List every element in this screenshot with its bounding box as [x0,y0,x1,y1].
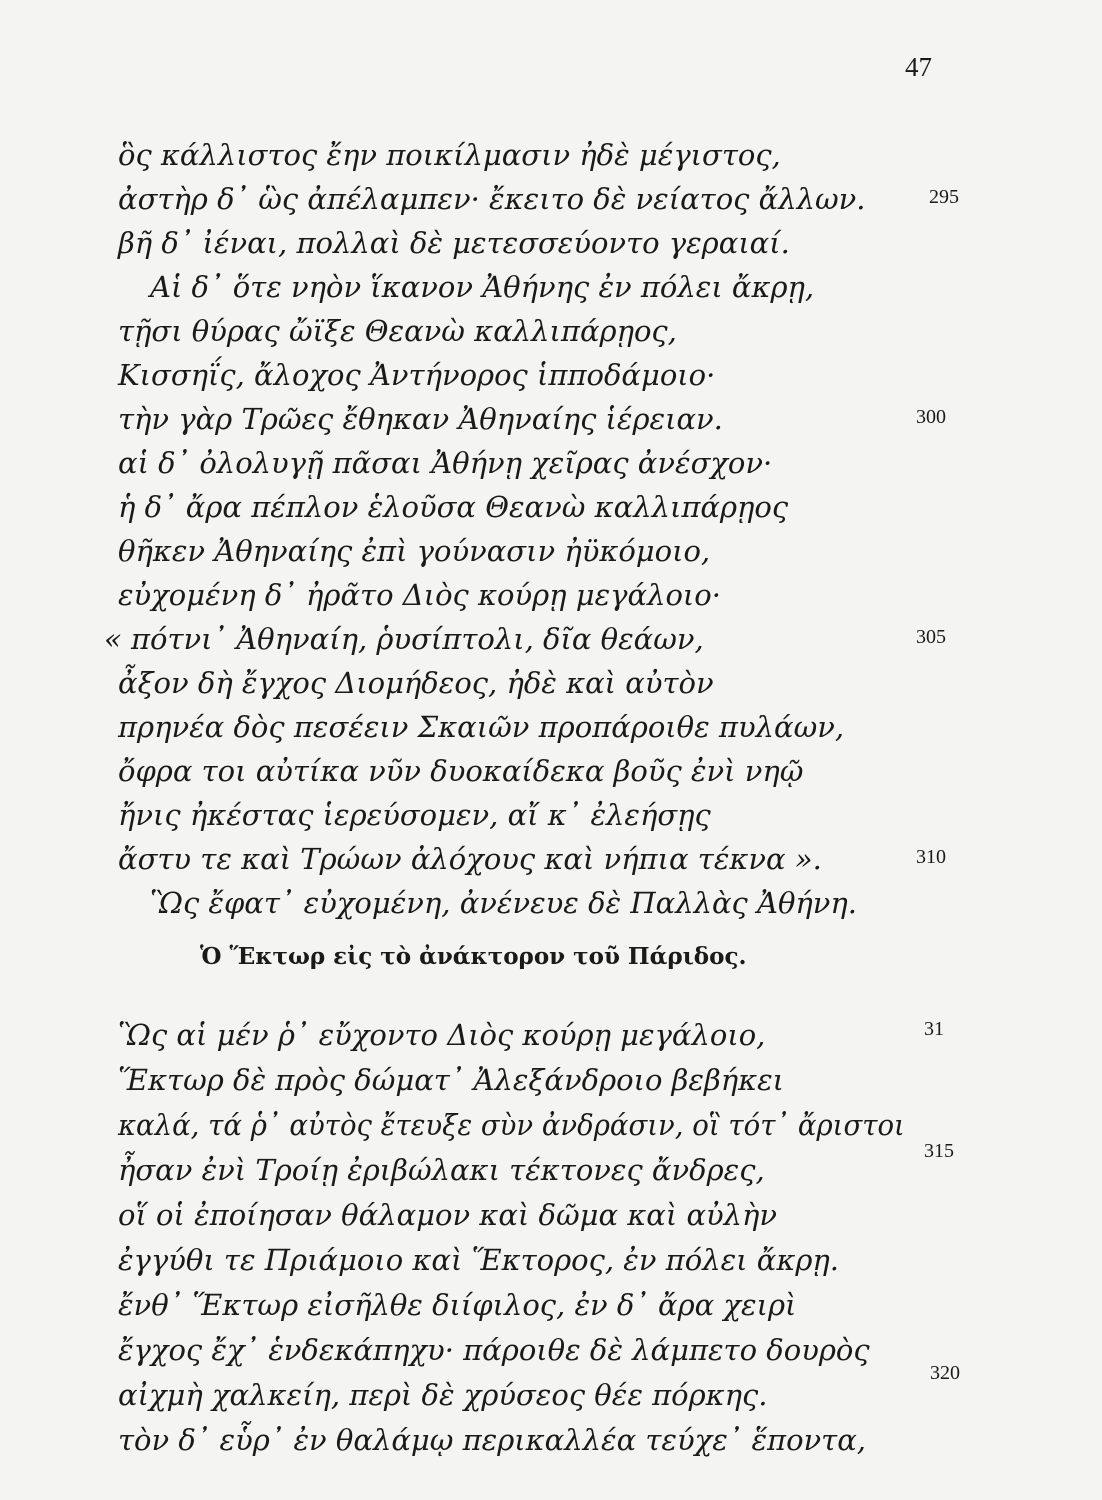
verse-line: ἔγχος ἔχ᾽ ἑνδεκάπηχυ· πάροιθε δὲ λάμπετο δουρὸς [118,1333,870,1367]
verse-line: οἵ οἱ ἐποίησαν θάλαμον καὶ δῶμα καὶ αὐλὴν [118,1198,778,1232]
verse-line: βῆ δ᾽ ἰέναι, πολλαὶ δὲ μετεσσεύοντο γεραιαί. [118,226,790,260]
verse-line: εὐχομένη δ᾽ ἠρᾶτο Διὸς κούρῃ μεγάλοιο· [118,578,721,612]
line-number: 320 [930,1362,960,1384]
verse-line: ἀστὴρ δ᾽ ὣς ἀπέλαμπεν· ἔκειτο δὲ νείατος ἄλλων. [118,182,866,216]
verse-line: ἔνθ᾽ Ἕκτωρ εἰσῆλθε διίφιλος, ἐν δ᾽ ἄρα χειρὶ [118,1288,797,1322]
verse-line: θῆκεν Ἀθηναίης ἐπὶ γούνασιν ἠϋκόμοιο, [118,534,711,568]
verse-line: Ὣς αἱ μέν ῥ᾽ εὔχοντο Διὸς κούρῃ μεγάλοιο, [118,1018,766,1052]
verse-line: αἱ δ᾽ ὀλολυγῇ πᾶσαι Ἀθήνῃ χεῖρας ἀνέσχον· [118,446,773,480]
verse-line: ἐγγύθι τε Πριάμοιο καὶ Ἕκτορος, ἐν πόλει ἄκρῃ. [118,1243,839,1277]
verse-line: ὄφρα τοι αὐτίκα νῦν δυοκαίδεκα βοῦς ἐνὶ νηῷ [118,754,804,788]
line-number: 305 [916,626,946,648]
verse-line: τὸν δ᾽ εὗρ᾽ ἐν θαλάμῳ περικαλλέα τεύχε᾽ ἕποντα, [118,1423,867,1457]
line-number: 310 [916,846,946,868]
line-number: 295 [929,186,959,208]
page-number: 47 [905,52,932,82]
verse-line: Κισσηΐς, ἄλοχος Ἀντήνορος ἱπποδάμοιο· [118,358,716,392]
verse-line: καλά, τά ῥ᾽ αὐτὸς ἔτευξε σὺν ἀνδράσιν, οἳ τότ᾽ ἄριστοι [118,1108,905,1142]
verse-line: αἰχμὴ χαλκείη, περὶ δὲ χρύσεος θέε πόρκης. [118,1378,768,1412]
verse-line: πρηνέα δὸς πεσέειν Σκαιῶν προπάροιθε πυλάων, [118,710,845,744]
verse-line: ἤνις ἠκέστας ἱερεύσομεν, αἴ κ᾽ ἐλεήσῃς [118,798,711,832]
verse-line: ὃς κάλλιστος ἔην ποικίλμασιν ἠδὲ μέγιστος, [118,138,781,172]
line-number: 315 [924,1140,954,1162]
verse-line: ἄστυ τε καὶ Τρώων ἀλόχους καὶ νήπια τέκνα ». [118,842,822,876]
verse-line: ἡ δ᾽ ἄρα πέπλον ἑλοῦσα Θεανὼ καλλιπάρῃος [118,490,789,524]
verse-line: τὴν γὰρ Τρῶες ἔθηκαν Ἀθηναίης ἱέρειαν. [118,402,723,436]
verse-line: Αἱ δ᾽ ὅτε νηὸν ἵκανον Ἀθήνης ἐν πόλει ἄκρῃ, [150,270,815,304]
verse-line: Ὣς ἔφατ᾽ εὐχομένη, ἀνένευε δὲ Παλλὰς Ἀθήνη. [150,886,858,920]
verse-line: Ἕκτωρ δὲ πρὸς δώματ᾽ Ἀλεξάνδροιο βεβήκει [118,1063,785,1097]
section-heading: Ὁ Ἕκτωρ εἰς τὸ ἀνάκτορον τοῦ Πάριδος. [200,943,747,970]
verse-line: τῇσι θύρας ὤϊξε Θεανὼ καλλιπάρῃος, [118,314,677,348]
line-number: 31 [924,1018,944,1040]
verse-line: ἦσαν ἐνὶ Τροίῃ ἐριβώλακι τέκτονες ἄνδρες, [118,1153,765,1187]
verse-line: ἆξον δὴ ἔγχος Διομήδεος, ἠδὲ καὶ αὐτὸν [118,666,714,700]
line-number: 300 [916,406,946,428]
verse-line: « πότνι᾽ Ἀθηναίη, ῥυσίπτολι, δῖα θεάων, [104,622,704,656]
